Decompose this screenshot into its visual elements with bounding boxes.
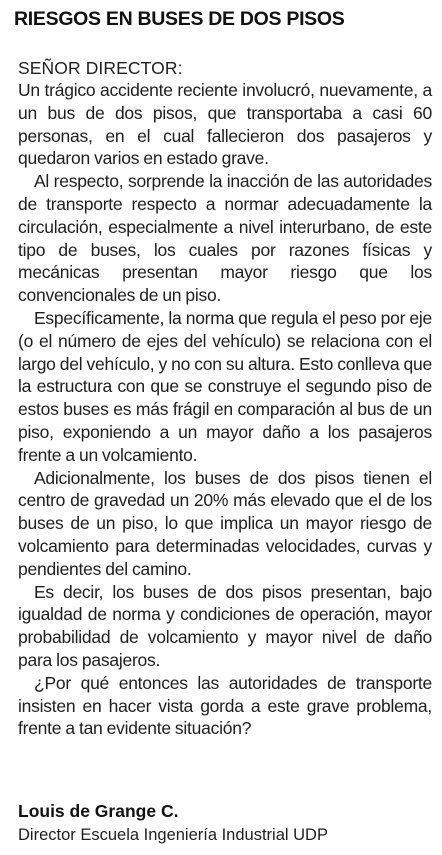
paragraph: ¿Por qué entonces las autoridades de transporte insisten en hacer vista gorda a este grave problema, frente a tan evidente situación? (18, 672, 432, 739)
letter-title: RIESGOS EN BUSES DE DOS PISOS (14, 8, 345, 30)
letter-body (18, 79, 432, 740)
paragraph: Un trágico accidente reciente involucró, nuevamente, a un bus de dos pisos, que transportaba a casi 60 personas, en el cual fallecieron dos pasajeros y quedaron varios en estado grave. (18, 80, 432, 169)
paragraph: Específicamente, la norma que regula el peso por eje (o el número de ejes del vehículo) se relaciona con el largo del vehículo, y no con su altura. Esto conlleva que la estructura con que se construye el segundo piso de estos buses es más frágil en comparación al bus de un piso, exponiendo a un mayor daño a los pasajeros frente a un volcamiento. (18, 307, 432, 465)
paragraph: Adicionalmente, los buses de dos pisos tienen el centro de gravedad un 20% más elevado que el de los buses de un piso, lo que implica un mayor riesgo de volcamiento para determinadas velocidades, curvas y pendientes del camino. (18, 467, 432, 579)
salutation: SEÑOR DIRECTOR: (18, 58, 183, 78)
paragraph: Es decir, los buses de dos pisos presentan, bajo igualdad de norma y condiciones de operación, mayor probabilidad de volcamiento y mayor nivel de daño para los pasajeros. (18, 581, 432, 670)
author-name: Louis de Grange C. (18, 801, 179, 821)
paragraph: Al respecto, sorprende la inacción de las autoridades de transporte respecto a normar adecuadamente la circulación, especialmente a nivel interurbano, de este tipo de buses, los cuales por razones físicas y mecánicas presentan mayor riesgo que los convencionales de un piso. (18, 171, 432, 306)
signature-block (18, 800, 328, 846)
author-role: Director Escuela Ingeniería Industrial UDP (18, 826, 328, 844)
